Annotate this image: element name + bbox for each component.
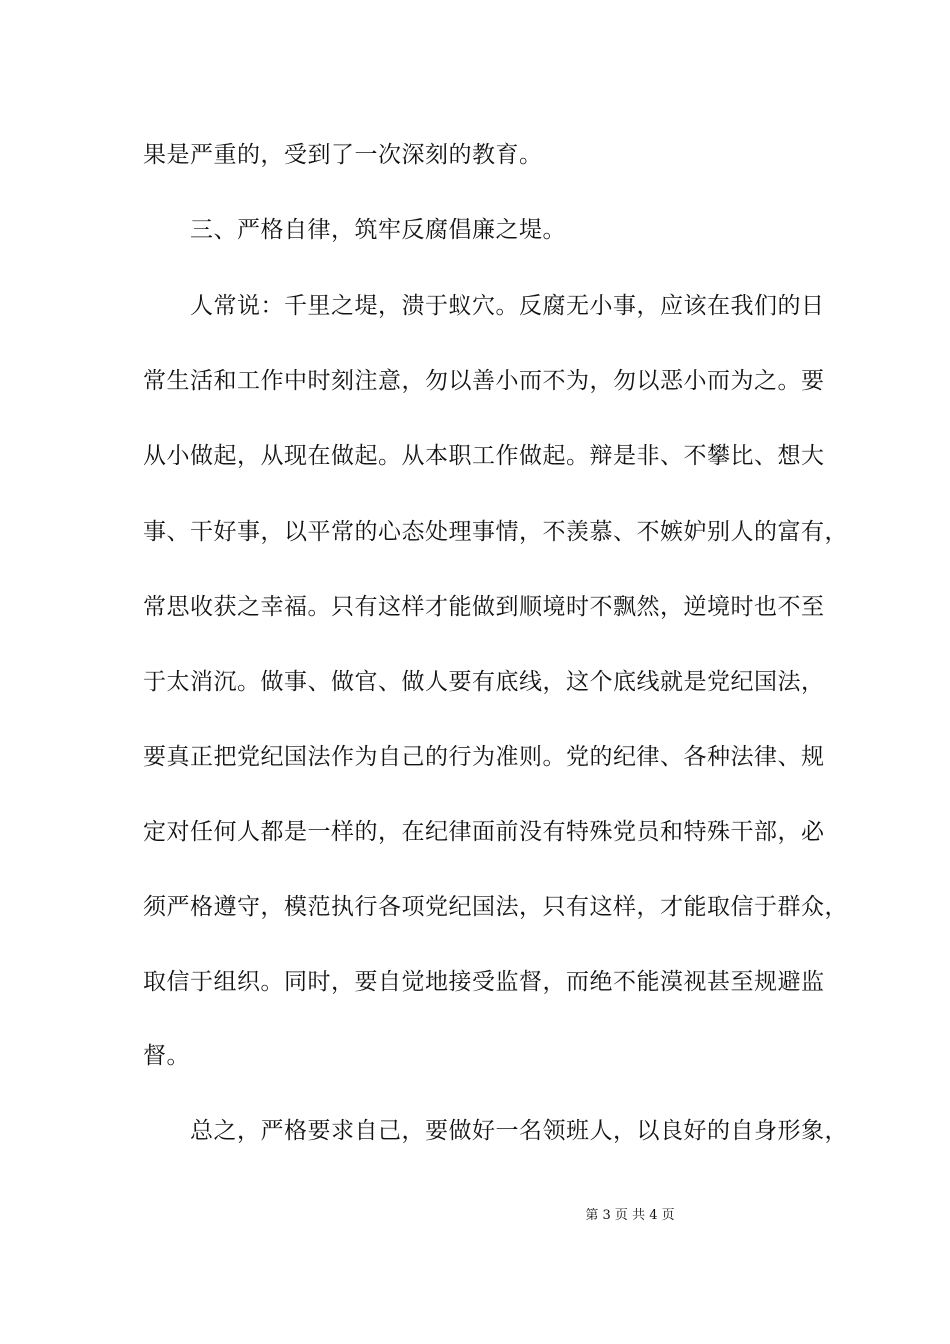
text-line-1: 果是严重的，受到了一次深刻的教育。: [143, 142, 543, 168]
text-line-13: 督。: [143, 1043, 190, 1069]
text-line-4: 常生活和工作中时刻注意，勿以善小而不为，勿以恶小而为之。要: [143, 368, 825, 394]
text-line-11: 须严格遵守，模范执行各项党纪国法，只有这样，才能取信于群众，: [143, 894, 848, 920]
text-line-3: 人常说：千里之堤，溃于蚁穴。反腐无小事，应该在我们的日: [190, 293, 825, 319]
page-number-footer: 第 3 页 共 4 页: [585, 1208, 675, 1223]
section-heading: 三、严格自律，筑牢反腐倡廉之堤。: [190, 217, 566, 243]
text-line-6: 事、干好事，以平常的心态处理事情，不羡慕、不嫉妒别人的富有，: [143, 519, 848, 545]
text-line-7: 常思收获之幸福。只有这样才能做到顺境时不飘然，逆境时也不至: [143, 594, 825, 620]
text-line-5: 从小做起，从现在做起。从本职工作做起。辩是非、不攀比、想大: [143, 443, 825, 469]
text-line-12: 取信于组织。同时，要自觉地接受监督，而绝不能漠视甚至规避监: [143, 969, 825, 995]
text-line-14: 总之，严格要求自己，要做好一名领班人，以良好的自身形象，: [190, 1118, 848, 1144]
text-line-9: 要真正把党纪国法作为自己的行为准则。党的纪律、各种法律、规: [143, 744, 825, 770]
text-line-8: 于太消沉。做事、做官、做人要有底线，这个底线就是党纪国法，: [143, 669, 825, 695]
text-line-10: 定对任何人都是一样的，在纪律面前没有特殊党员和特殊干部，必: [143, 819, 825, 845]
